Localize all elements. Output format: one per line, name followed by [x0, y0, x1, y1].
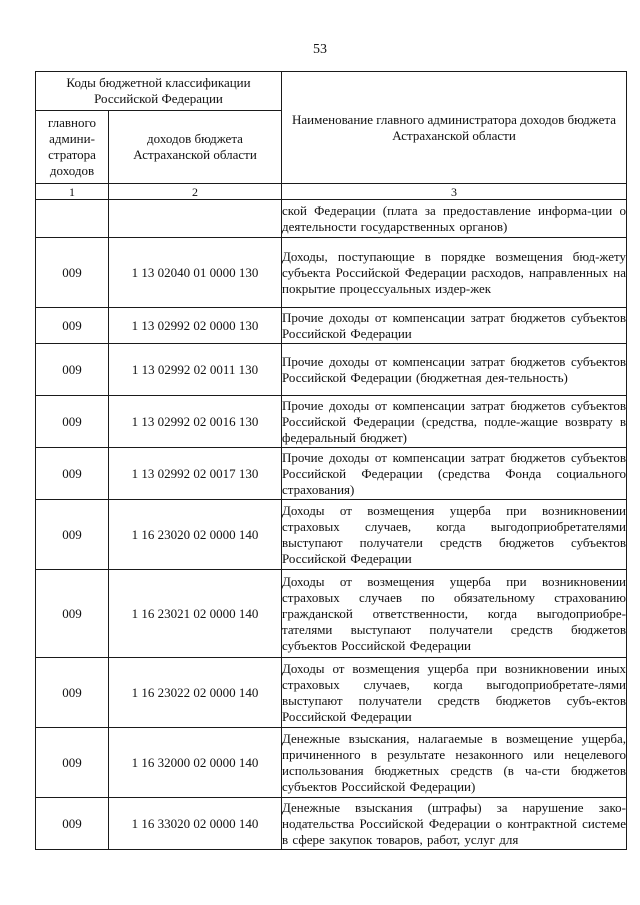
income-name: Прочие доходы от компенсации затрат бюджетов субъектов Российской Федерации [282, 308, 627, 344]
admin-code: 009 [36, 308, 109, 344]
income-code: 1 16 33020 02 0000 140 [109, 798, 282, 850]
admin-code: 009 [36, 238, 109, 308]
income-code: 1 16 32000 02 0000 140 [109, 728, 282, 798]
income-code: 1 16 23020 02 0000 140 [109, 500, 282, 570]
header-name-column: Наименование главного администратора доходов бюджета Астраханской области [282, 72, 627, 184]
income-name: Доходы от возмещения ущерба при возникновении страховых случаев, когда выгодоприобретателями выступают получатели средств бюджетов субъектов Российской Федерации [282, 500, 627, 570]
income-code: 1 13 02040 01 0000 130 [109, 238, 282, 308]
table-row [36, 396, 627, 448]
table-row [36, 658, 627, 728]
income-name: Прочие доходы от компенсации затрат бюджетов субъектов Российской Федерации (бюджетная дея-тельность) [282, 344, 627, 396]
header-income-column: доходов бюджета Астраханской области [109, 111, 282, 184]
table-row [36, 728, 627, 798]
income-code: 1 13 02992 02 0000 130 [109, 308, 282, 344]
admin-code: 009 [36, 658, 109, 728]
income-code [109, 200, 282, 238]
header-codes-group: Коды бюджетной классификации Российской Федерации [36, 72, 282, 111]
admin-code: 009 [36, 448, 109, 500]
income-name: Доходы от возмещения ущерба при возникновении страховых случаев по обязательному страхованию гражданской ответственности, когда выгодоприобре-тателями выступают получатели средств бюджетов субъектов Российской Федерации [282, 570, 627, 658]
admin-code [36, 200, 109, 238]
table-row [36, 500, 627, 570]
income-code: 1 13 02992 02 0016 130 [109, 396, 282, 448]
table-row [36, 238, 627, 308]
admin-code: 009 [36, 396, 109, 448]
income-name: Прочие доходы от компенсации затрат бюджетов субъектов Российской Федерации (средства, подле-жащие возврату в федеральный бюджет) [282, 396, 627, 448]
income-name: Денежные взыскания (штрафы) за нарушение зако-нодательства Российской Федерации о контрактной системе в сфере закупок товаров, работ, услуг для [282, 798, 627, 850]
income-code: 1 16 23022 02 0000 140 [109, 658, 282, 728]
column-number-3: 3 [282, 184, 627, 200]
income-code: 1 13 02992 02 0017 130 [109, 448, 282, 500]
page-number: 53 [313, 42, 327, 57]
admin-code: 009 [36, 798, 109, 850]
income-name: Доходы, поступающие в порядке возмещения бюд-жету субъекта Российской Федерации расходов, направленных на покрытие процессуальных издер-жек [282, 238, 627, 308]
table-row [36, 448, 627, 500]
admin-code: 009 [36, 728, 109, 798]
column-number-1: 1 [36, 184, 109, 200]
table-row [36, 200, 627, 238]
table-row [36, 798, 627, 850]
admin-code: 009 [36, 570, 109, 658]
admin-code: 009 [36, 500, 109, 570]
income-name: Доходы от возмещения ущерба при возникновении иных страховых случаев, когда выгодоприобретате-лями выступают получатели средств бюджетов субъ-ектов Российской Федерации [282, 658, 627, 728]
admin-code: 009 [36, 344, 109, 396]
table-row [36, 570, 627, 658]
table-row [36, 308, 627, 344]
income-name: Денежные взыскания, налагаемые в возмещение ущерба, причиненного в результате незаконного или нецелевого использования бюджетных средств (в ча-сти бюджетов субъектов Российской Федерации) [282, 728, 627, 798]
table-row [36, 344, 627, 396]
income-code: 1 13 02992 02 0011 130 [109, 344, 282, 396]
header-admin-column: главного админи-стратора доходов [36, 111, 109, 184]
column-number-2: 2 [109, 184, 282, 200]
income-name: ской Федерации (плата за предоставление информа-ции о деятельности государственных органов) [282, 200, 627, 238]
budget-classification-table [35, 71, 627, 850]
income-name: Прочие доходы от компенсации затрат бюджетов субъектов Российской Федерации (средства Фонда социального страхования) [282, 448, 627, 500]
income-code: 1 16 23021 02 0000 140 [109, 570, 282, 658]
